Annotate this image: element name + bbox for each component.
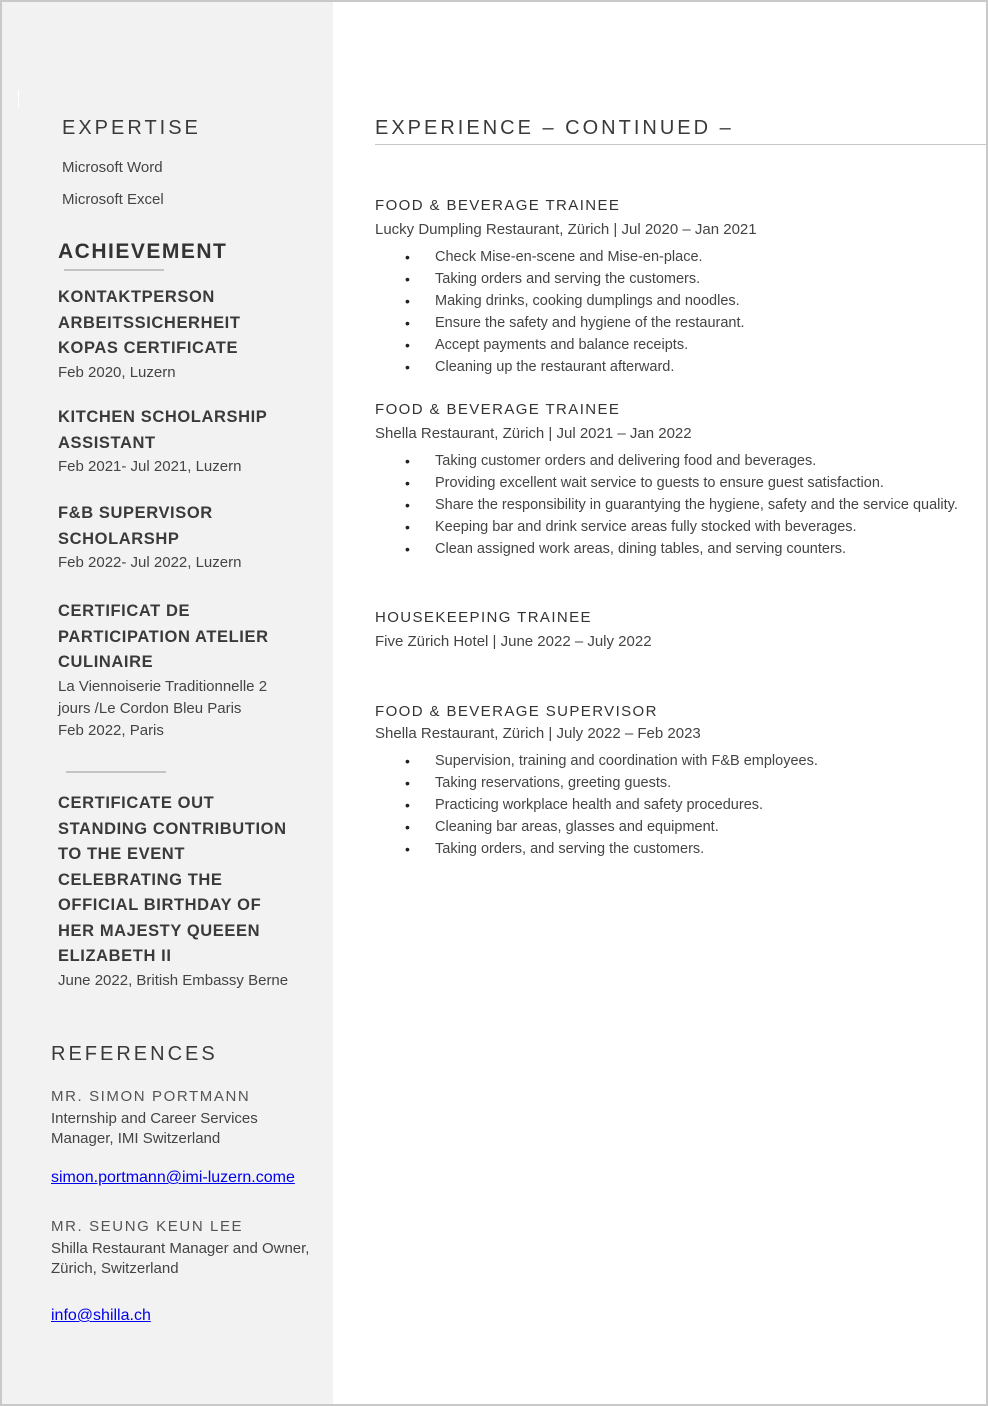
job-entry	[375, 703, 975, 860]
job-bullet: • Taking orders, and serving the customers.	[375, 838, 975, 860]
job-bullets	[375, 750, 975, 860]
reference-role: Shilla Restaurant Manager and Owner,	[51, 1240, 310, 1257]
achievement-divider	[66, 771, 166, 773]
achievement-entry	[58, 501, 328, 574]
achievement-heading-line: STANDING CONTRIBUTION	[58, 819, 287, 838]
achievement-title: ACHIEVEMENT	[58, 240, 228, 263]
expertise-title: EXPERTISE	[62, 117, 201, 139]
job-bullet: • Accept payments and balance receipts.	[375, 334, 975, 356]
achievement-detail: Feb 2022- Jul 2022, Luzern	[58, 554, 242, 571]
achievement-heading-line: PARTICIPATION ATELIER	[58, 627, 269, 646]
achievement-detail: Feb 2020, Luzern	[58, 363, 176, 381]
job-bullet: • Taking orders and serving the customers.	[375, 268, 975, 290]
job-bullet: • Providing excellent wait service to guests to ensure guest satisfaction.	[375, 472, 975, 494]
job-entry	[375, 197, 975, 378]
achievement-heading-line: HER MAJESTY QUEEEN	[58, 921, 261, 940]
job-bullet: • Making drinks, cooking dumplings and noodles.	[375, 290, 975, 312]
job-entry	[375, 401, 975, 560]
job-subtitle: Five Zürich Hotel | June 2022 – July 2022	[375, 633, 652, 650]
reference-role: Internship and Career Services	[51, 1110, 258, 1127]
achievement-detail: June 2022, British Embassy Berne	[58, 971, 289, 989]
achievement-entry	[58, 405, 328, 478]
job-subtitle: Lucky Dumpling Restaurant, Zürich | Jul 2020 – Jan 2021	[375, 221, 757, 238]
job-subtitle: Shella Restaurant, Zürich | Jul 2021 – Jan 2022	[375, 425, 692, 442]
job-entry	[375, 609, 975, 650]
job-bullets	[375, 246, 975, 378]
reference-entry	[51, 1088, 331, 1149]
job-title: FOOD & BEVERAGE SUPERVISOR	[375, 703, 658, 720]
experience-title: EXPERIENCE – CONTINUED –	[375, 117, 734, 139]
job-title: HOUSEKEEPING TRAINEE	[375, 609, 592, 626]
job-bullet: • Taking customer orders and delivering food and beverages.	[375, 450, 975, 472]
achievement-entry	[58, 285, 328, 384]
job-bullet: • Clean assigned work areas, dining tables, and serving counters.	[375, 538, 975, 560]
job-title: FOOD & BEVERAGE TRAINEE	[375, 197, 621, 214]
job-bullet: • Cleaning up the restaurant afterward.	[375, 356, 975, 378]
achievement-heading-line: CELEBRATING THE	[58, 870, 223, 889]
experience-divider	[375, 144, 988, 145]
achievement-divider	[64, 269, 164, 271]
achievement-detail: La Viennoiserie Traditionnelle 2	[58, 677, 268, 695]
reference-email-link[interactable]: simon.portmann@imi-luzern.come	[51, 1169, 295, 1186]
job-bullet: • Check Mise-en-scene and Mise-en-place.	[375, 246, 975, 268]
job-bullet: • Cleaning bar areas, glasses and equipment.	[375, 816, 975, 838]
reference-name: MR. SIMON PORTMANN	[51, 1088, 251, 1105]
job-bullet: • Practicing workplace health and safety procedures.	[375, 794, 975, 816]
job-bullets	[375, 450, 975, 560]
achievement-heading-line: ASSISTANT	[58, 433, 156, 452]
job-bullet: • Supervision, training and coordination with F&B employees.	[375, 750, 975, 772]
job-subtitle: Shella Restaurant, Zürich | July 2022 – Feb 2023	[375, 725, 701, 742]
achievement-entry	[58, 791, 328, 992]
job-bullet: • Ensure the safety and hygiene of the restaurant.	[375, 312, 975, 334]
achievement-heading-line: CERTIFICAT DE	[58, 602, 191, 620]
achievement-heading-line: CERTIFICATE OUT	[58, 794, 215, 812]
reference-role: Manager, IMI Switzerland	[51, 1130, 221, 1147]
job-bullet: • Keeping bar and drink service areas fully stocked with beverages.	[375, 516, 975, 538]
reference-email-link[interactable]: info@shilla.ch	[51, 1307, 151, 1324]
expertise-item: Microsoft Excel	[62, 191, 164, 208]
achievement-heading-line: ARBEITSSICHERHEIT	[58, 313, 241, 332]
references-title: REFERENCES	[51, 1043, 218, 1065]
achievement-heading-line: TO THE EVENT	[58, 845, 185, 863]
achievement-heading-line: ELIZABETH II	[58, 947, 172, 965]
achievement-heading-line: KONTAKTPERSON	[58, 288, 215, 306]
achievement-heading-line: KOPAS CERTIFICATE	[58, 339, 239, 357]
expertise-item: Microsoft Word	[62, 159, 163, 176]
job-title: FOOD & BEVERAGE TRAINEE	[375, 401, 621, 418]
achievement-heading-line: CULINAIRE	[58, 653, 154, 671]
job-bullet: • Taking reservations, greeting guests.	[375, 772, 975, 794]
reference-role: Zürich, Switzerland	[51, 1260, 179, 1277]
reference-name: MR. SEUNG KEUN LEE	[51, 1218, 244, 1235]
achievement-heading-line: F&B SUPERVISOR	[58, 504, 213, 522]
job-bullet: • Share the responsibility in guarantying the hygiene, safety and the service quality.	[375, 494, 975, 516]
reference-entry	[51, 1218, 331, 1279]
text-cursor	[18, 90, 19, 108]
achievement-detail: jours /Le Cordon Bleu Paris	[58, 699, 242, 717]
achievement-heading-line: OFFICIAL BIRTHDAY OF	[58, 896, 262, 914]
achievement-detail: Feb 2022, Paris	[58, 721, 164, 739]
achievement-entry	[58, 599, 328, 742]
achievement-heading-line: KITCHEN SCHOLARSHIP	[58, 408, 268, 426]
achievement-heading-line: SCHOLARSHP	[58, 529, 180, 548]
achievement-detail: Feb 2021- Jul 2021, Luzern	[58, 458, 242, 475]
